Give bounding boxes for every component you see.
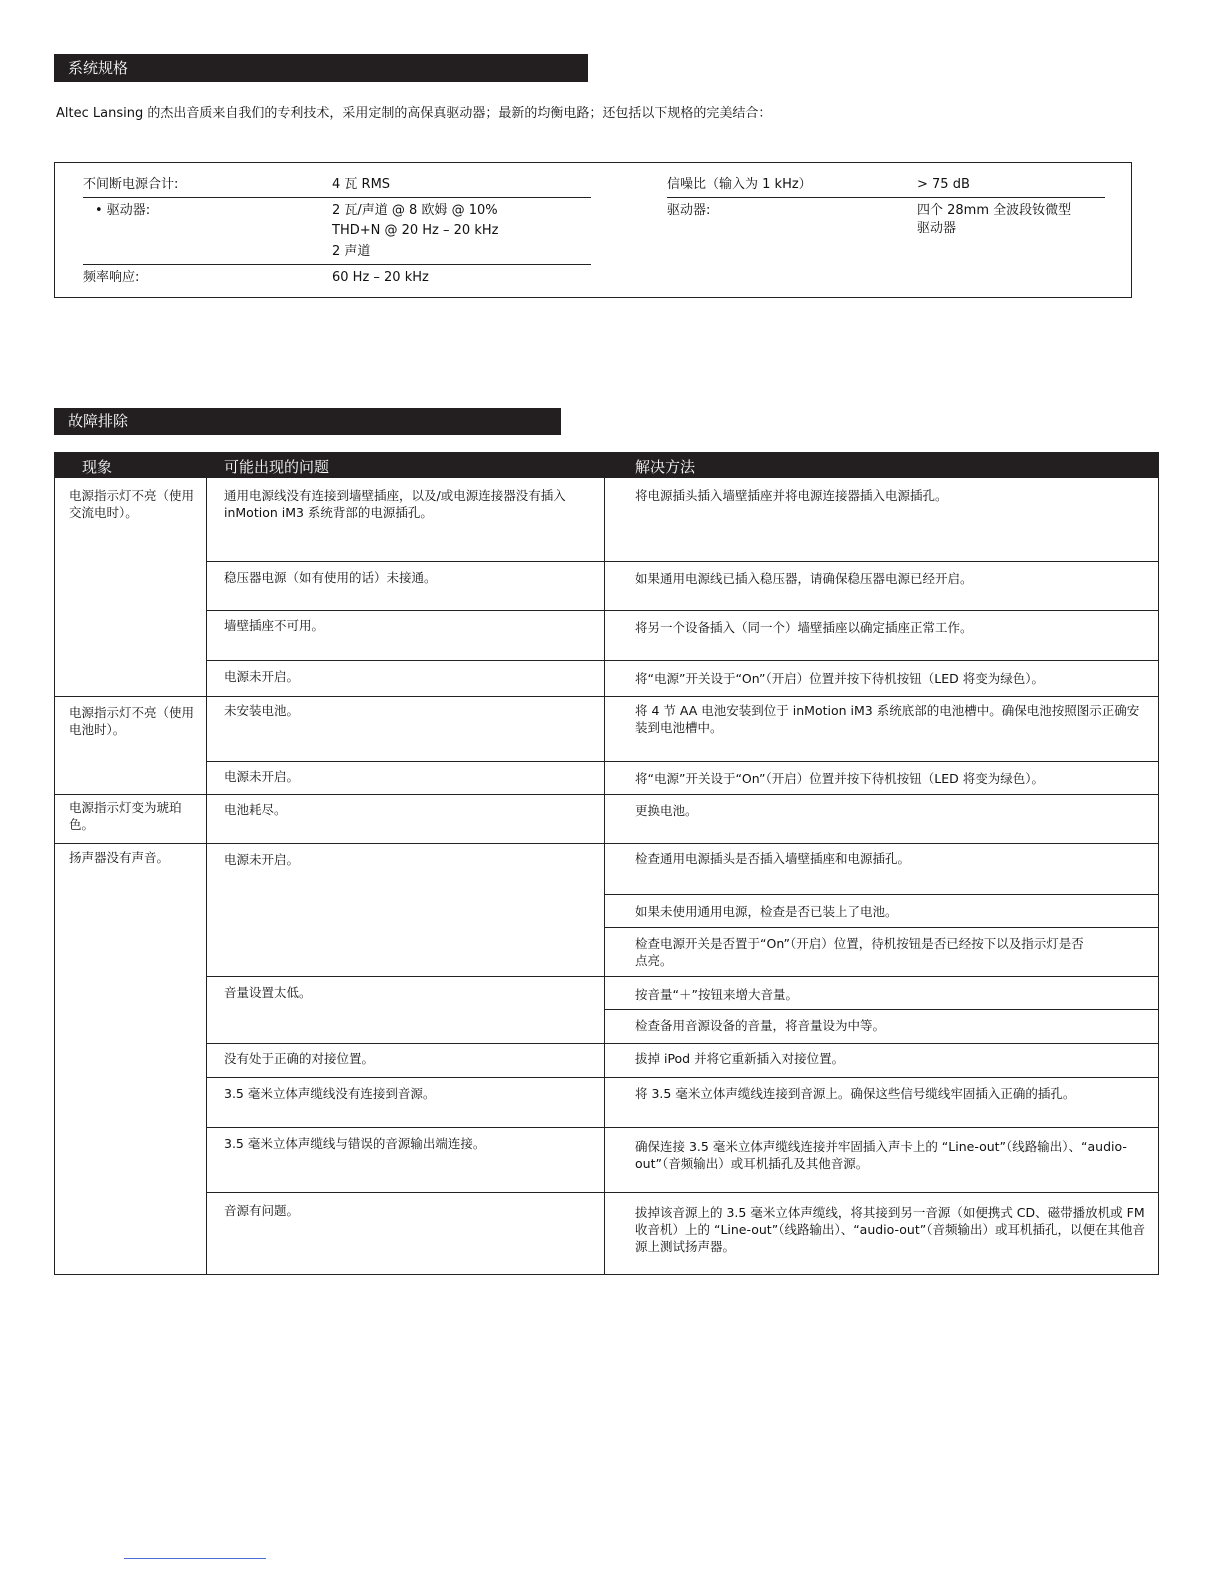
row-divider: [206, 561, 1158, 562]
problem-cell: 墙壁插座不可用。: [224, 618, 325, 633]
solution-cell: 将另一个设备插入（同一个）墙壁插座以确定插座正常工作。: [635, 620, 973, 635]
row-divider: [206, 1077, 1158, 1078]
footer-rule: [124, 1558, 266, 1559]
solution-cell: 更换电池。: [635, 803, 698, 818]
power-value: 4 瓦 RMS: [332, 177, 391, 192]
symptom-cell: 电源指示灯不亮（使用交流电时）。: [69, 488, 195, 520]
problem-cell: 电池耗尽。: [224, 802, 287, 817]
solution-cell: 检查电源开关是否置于“On”（开启）位置，待机按钮是否已经按下以及指示灯是否点亮。: [635, 936, 1084, 968]
problem-cell: 通用电源线没有连接到墙壁插座，以及/或电源连接器没有插入 inMotion iM3 系统背部的电源插孔。: [224, 488, 566, 520]
drivers-value-line1: 四个 28mm 全波段钕微型: [917, 203, 1072, 218]
row-divider: [55, 696, 1158, 697]
solution-cell: 如果通用电源线已插入稳压器，请确保稳压器电源已经开启。: [635, 571, 973, 586]
problem-cell: 3.5 毫米立体声缆线没有连接到音源。: [224, 1086, 436, 1101]
problem-cell: 未安装电池。: [224, 703, 300, 718]
solution-cell: 将电源插头插入墙壁插座并将电源连接器插入电源插孔。: [635, 488, 948, 503]
troubleshooting-table: [54, 452, 1159, 1275]
column-divider: [206, 478, 207, 1275]
solution-cell: 将 3.5 毫米立体声缆线连接到音源上。确保这些信号缆线牢固插入正确的插孔。: [635, 1086, 1076, 1101]
divider: [83, 197, 591, 198]
row-divider: [206, 610, 1158, 611]
driver-value-line2: THD+N @ 20 Hz – 20 kHz: [332, 223, 499, 238]
symptom-cell: 电源指示灯不亮（使用电池时）。: [69, 705, 195, 737]
solution-cell: 将“电源”开关设于“On”（开启）位置并按下待机按钮（LED 将变为绿色）。: [635, 671, 1044, 686]
row-divider: [206, 761, 1158, 762]
solution-cell: 确保连接 3.5 毫米立体声缆线连接并牢固插入声卡上的 “Line-out”（线路输出）、“audio-out”（音频输出）或耳机插孔及其他音源。: [635, 1139, 1127, 1171]
row-divider: [206, 976, 1158, 977]
spec-intro: Altec Lansing 的杰出音质来自我们的专利技术，采用定制的高保真驱动器；最新的均衡电路；还包括以下规格的完美结合：: [56, 106, 772, 121]
problem-cell: 3.5 毫米立体声缆线与错误的音源输出端连接。: [224, 1136, 486, 1151]
driver-value-line3: 2 声道: [332, 244, 371, 259]
solution-cell: 将 4 节 AA 电池安装到位于 inMotion iM3 系统底部的电池槽中。确保电池按照图示正确安装到电池槽中。: [635, 703, 1140, 735]
freq-label: 频率响应:: [83, 270, 140, 285]
drivers-label: 驱动器:: [667, 203, 711, 218]
solution-cell: 拔掉 iPod 并将它重新插入对接位置。: [635, 1051, 845, 1066]
power-label: 不间断电源合计:: [83, 177, 179, 192]
troubleshooting-section-header: 故障排除: [54, 408, 561, 435]
solution-cell: 按音量“＋”按钮来增大音量。: [635, 987, 798, 1002]
row-divider: [604, 894, 1158, 895]
solution-cell: 将“电源”开关设于“On”（开启）位置并按下待机按钮（LED 将变为绿色）。: [635, 771, 1044, 786]
row-divider: [206, 1043, 1158, 1044]
spec-section-header: 系统规格: [54, 54, 588, 82]
header-problem: 可能出现的问题: [224, 458, 330, 476]
problem-cell: 电源未开启。: [224, 852, 300, 867]
symptom-cell: 电源指示灯变为琥珀色。: [69, 800, 182, 832]
divider: [667, 197, 1105, 198]
driver-value-line1: 2 瓦/声道 @ 8 欧姆 @ 10%: [332, 203, 498, 218]
spec-box: [54, 162, 1132, 298]
problem-cell: 电源未开启。: [224, 769, 300, 784]
row-divider: [55, 794, 1158, 795]
problem-cell: 音量设置太低。: [224, 985, 312, 1000]
problem-cell: 稳压器电源（如有使用的话）未接通。: [224, 570, 437, 585]
solution-cell: 检查备用音源设备的音量，将音量设为中等。: [635, 1018, 886, 1033]
driver-label: • 驱动器:: [95, 203, 151, 218]
header-solution: 解决方法: [635, 458, 696, 476]
solution-cell: 拔掉该音源上的 3.5 毫米立体声缆线，将其接到另一音源（如便携式 CD、磁带播放机或 FM 收音机）上的 “Line-out”（线路输出）、“audio-out”（音频输出）或耳机插孔，以便在其他音源上测试扬声器。: [635, 1205, 1145, 1254]
table-header: [55, 453, 1158, 478]
row-divider: [206, 660, 1158, 661]
row-divider: [55, 843, 1158, 844]
row-divider: [604, 927, 1158, 928]
problem-cell: 没有处于正确的对接位置。: [224, 1051, 375, 1066]
freq-value: 60 Hz – 20 kHz: [332, 270, 429, 285]
row-divider: [206, 1192, 1158, 1193]
snr-value: > 75 dB: [917, 177, 970, 192]
drivers-value-line2: 驱动器: [917, 221, 957, 236]
problem-cell: 电源未开启。: [224, 669, 300, 684]
column-divider: [604, 478, 605, 1275]
symptom-cell: 扬声器没有声音。: [69, 850, 170, 865]
snr-label: 信噪比（输入为 1 kHz）: [667, 177, 812, 192]
solution-cell: 如果未使用通用电源，检查是否已装上了电池。: [635, 904, 898, 919]
problem-cell: 音源有问题。: [224, 1203, 300, 1218]
row-divider: [206, 1127, 1158, 1128]
row-divider: [604, 1009, 1158, 1010]
header-symptom: 现象: [82, 458, 113, 476]
divider: [83, 264, 591, 265]
solution-cell: 检查通用电源插头是否插入墙壁插座和电源插孔。: [635, 851, 911, 866]
